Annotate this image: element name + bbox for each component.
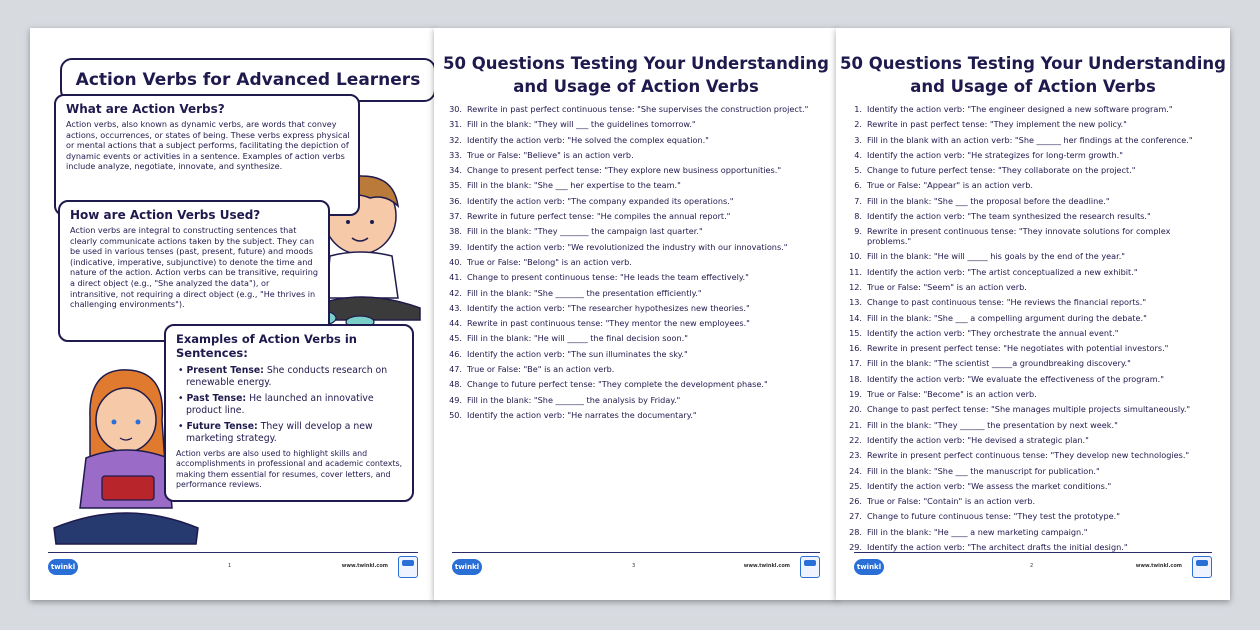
question-list xyxy=(446,104,832,425)
question-item xyxy=(846,297,1224,312)
question-number: 41. xyxy=(449,272,462,283)
badge-icon xyxy=(398,556,418,578)
question-text: Rewrite in present perfect tense: "He negotiates with potential investors." xyxy=(867,343,1169,354)
question-text: Identify the action verb: "He devised a strategic plan." xyxy=(867,434,1089,445)
question-text: Identify the action verb: "The team synthesized the research results." xyxy=(867,211,1151,222)
question-number: 45. xyxy=(449,333,462,344)
question-number: 33. xyxy=(449,149,462,160)
question-number: 46. xyxy=(449,348,462,359)
question-number: 4. xyxy=(854,149,862,160)
section-heading: Examples of Action Verbs in Sentences: xyxy=(176,332,357,360)
question-text: Change to past perfect tense: "She manages multiple projects simultaneously." xyxy=(867,404,1191,415)
question-text: Change to future perfect tense: "They complete the development phase." xyxy=(467,379,768,390)
question-text: Rewrite in present perfect continuous tense: "They develop new technologies." xyxy=(867,450,1190,461)
what-are-action-verbs-section xyxy=(54,94,360,216)
question-number: 49. xyxy=(449,394,462,405)
question-item xyxy=(846,496,1224,511)
question-number: 31. xyxy=(449,119,462,130)
worksheet-page-1 xyxy=(30,28,436,600)
question-number: 2. xyxy=(854,119,862,130)
page-number: 3 xyxy=(632,563,636,569)
question-item xyxy=(446,395,832,410)
question-text: Change to past continuous tense: "He reviews the financial reports." xyxy=(867,297,1147,308)
question-number: 29. xyxy=(849,542,862,553)
section-heading: What are Action Verbs? xyxy=(66,102,225,116)
question-item xyxy=(846,389,1224,404)
examples-section xyxy=(164,324,414,502)
question-item xyxy=(446,135,832,150)
question-item xyxy=(846,450,1224,465)
question-item xyxy=(846,119,1224,134)
question-text: Identify the action verb: "We revolutionized the industry with our innovations." xyxy=(467,241,788,252)
page-title: 50 Questions Testing Your Understanding and Usage of Action Verbs xyxy=(443,54,829,96)
question-text: True or False: "Become" is an action verb. xyxy=(867,389,1037,400)
question-item xyxy=(446,349,832,364)
question-number: 24. xyxy=(849,465,862,476)
example-item: • Past Tense: He launched an innovative product line. xyxy=(178,393,374,416)
question-item xyxy=(446,150,832,165)
question-number: 42. xyxy=(449,287,462,298)
question-number: 21. xyxy=(849,419,862,430)
question-text: Fill in the blank: "She ___ the proposal before the deadline." xyxy=(867,195,1110,206)
question-text: Fill in the blank: "He will _____ the final decision soon." xyxy=(467,333,688,344)
question-number: 19. xyxy=(849,389,862,400)
question-text: Identify the action verb: "We evaluate the effectiveness of the program." xyxy=(867,373,1164,384)
question-text: True or False: "Appear" is an action verb. xyxy=(867,180,1033,191)
page-footer xyxy=(854,552,1212,582)
question-number: 3. xyxy=(854,134,862,145)
question-text: True or False: "Belong" is an action verb. xyxy=(467,256,632,267)
question-text: Fill in the blank with an action verb: "She ______ her findings at the conference." xyxy=(867,134,1193,145)
question-text: True or False: "Seem" is an action verb. xyxy=(867,281,1027,292)
question-number: 43. xyxy=(449,302,462,313)
question-number: 9. xyxy=(854,226,862,237)
question-item xyxy=(846,135,1224,150)
question-text: Identify the action verb: "They orchestrate the annual event." xyxy=(867,327,1119,338)
question-number: 13. xyxy=(849,297,862,308)
question-number: 40. xyxy=(449,256,462,267)
question-item xyxy=(846,328,1224,343)
question-text: Identify the action verb: "The company expanded its operations." xyxy=(467,195,734,206)
question-text: True or False: "Contain" is an action verb. xyxy=(867,496,1036,507)
badge-icon xyxy=(800,556,820,578)
question-text: Fill in the blank: "He will _____ his goals by the end of the year." xyxy=(867,251,1126,262)
question-item xyxy=(446,318,832,333)
question-item xyxy=(846,481,1224,496)
twinkl-logo: twinkl xyxy=(854,559,884,575)
question-text: Fill in the blank: "They will ___ the guidelines tomorrow." xyxy=(467,119,696,130)
question-number: 30. xyxy=(449,104,462,114)
footer-url: www.twinkl.com xyxy=(1135,563,1182,569)
question-number: 6. xyxy=(854,180,862,191)
question-item xyxy=(446,196,832,211)
question-number: 35. xyxy=(449,180,462,191)
question-item xyxy=(446,226,832,241)
question-text: Identify the action verb: "We assess the market conditions." xyxy=(867,480,1112,491)
question-text: Change to future continuous tense: "They test the prototype." xyxy=(867,511,1120,522)
question-text: Fill in the blank: "The scientist _____a groundbreaking discovery." xyxy=(867,358,1131,369)
twinkl-logo: twinkl xyxy=(48,559,78,575)
question-text: Rewrite in future perfect tense: "He compiles the annual report." xyxy=(467,211,731,222)
question-item xyxy=(846,313,1224,328)
question-text: Fill in the blank: "They ______ the presentation by next week." xyxy=(867,419,1118,430)
question-number: 10. xyxy=(849,251,862,262)
page-title: Action Verbs for Advanced Learners xyxy=(60,58,436,102)
question-number: 7. xyxy=(854,195,862,206)
question-number: 50. xyxy=(449,409,462,420)
question-text: Change to future perfect tense: "They collaborate on the project." xyxy=(867,165,1136,176)
worksheet-page-2 xyxy=(836,28,1230,600)
question-number: 12. xyxy=(849,281,862,292)
question-number: 28. xyxy=(849,526,862,537)
question-item xyxy=(846,150,1224,165)
question-text: Fill in the blank: "They _______ the campaign last quarter." xyxy=(467,226,703,237)
question-item xyxy=(446,379,832,394)
question-number: 5. xyxy=(854,165,862,176)
question-text: Fill in the blank: "She _______ the analysis by Friday." xyxy=(467,394,681,405)
page-title: 50 Questions Testing Your Understanding and Usage of Action Verbs xyxy=(840,54,1226,96)
question-text: Rewrite in present continuous tense: "They innovate solutions for complex problems." xyxy=(867,226,1171,247)
question-number: 32. xyxy=(449,134,462,145)
question-item xyxy=(846,466,1224,481)
question-number: 37. xyxy=(449,211,462,222)
question-item xyxy=(846,165,1224,180)
question-item xyxy=(846,196,1224,211)
question-text: Fill in the blank: "He ____ a new marketing campaign." xyxy=(867,526,1088,537)
question-number: 16. xyxy=(849,343,862,354)
page-number: 2 xyxy=(1030,563,1034,569)
question-item xyxy=(446,303,832,318)
question-item xyxy=(846,343,1224,358)
question-number: 15. xyxy=(849,327,862,338)
question-number: 44. xyxy=(449,318,462,329)
question-number: 26. xyxy=(849,496,862,507)
footer-url: www.twinkl.com xyxy=(743,563,790,569)
question-text: Rewrite in past continuous tense: "They mentor the new employees." xyxy=(467,318,750,329)
question-number: 20. xyxy=(849,404,862,415)
question-item xyxy=(846,267,1224,282)
question-text: True or False: "Believe" is an action verb. xyxy=(467,149,634,160)
question-item xyxy=(846,420,1224,435)
question-item xyxy=(446,257,832,272)
question-number: 8. xyxy=(854,211,862,222)
question-number: 1. xyxy=(854,104,862,114)
question-item xyxy=(446,242,832,257)
question-text: Fill in the blank: "She ___ her expertise to the team." xyxy=(467,180,681,191)
question-item xyxy=(846,435,1224,450)
question-number: 39. xyxy=(449,241,462,252)
question-item xyxy=(446,180,832,195)
question-item xyxy=(446,272,832,287)
question-number: 18. xyxy=(849,373,862,384)
section-text: Action verbs are integral to constructing sentences that clearly communicate actions taken by the subject. They can be used in various tenses (past, present, future) and moods (indicative, imperative, subjunctive) to denote the time and nature of the action. Action verbs can be transitive, requiring a direct object (e.g., "She analyzed the data"), or intransitive, not requiring a direct object (e.g., "He thrives in challenging environments"). xyxy=(70,225,319,310)
question-text: Identify the action verb: "The architect drafts the initial design." xyxy=(867,542,1128,553)
question-number: 27. xyxy=(849,511,862,522)
section-text: Action verbs, also known as dynamic verbs, are words that convey actions, occurrences, or states of being. These verbs express physical or mental actions that a subject performs, facilitating the depiction of dynamic events or activities in a sentence. Examples of action verbs include analyze, negotiate, innovate, and synthesize. xyxy=(66,119,350,172)
question-text: Change to present continuous tense: "He leads the team effectively." xyxy=(467,272,749,283)
question-text: Fill in the blank: "She ___ a compelling argument during the debate." xyxy=(867,312,1147,323)
question-item xyxy=(446,119,832,134)
question-item xyxy=(846,104,1224,119)
question-item xyxy=(846,226,1224,251)
page-footer xyxy=(452,552,820,582)
question-text: Identify the action verb: "He narrates the documentary." xyxy=(467,409,697,420)
question-item xyxy=(446,410,832,425)
question-text: Identify the action verb: "The artist conceptualized a new exhibit." xyxy=(867,266,1138,277)
question-number: 36. xyxy=(449,195,462,206)
page-footer xyxy=(48,552,418,582)
question-item xyxy=(846,511,1224,526)
footer-url: www.twinkl.com xyxy=(341,563,388,569)
question-item xyxy=(846,358,1224,373)
question-text: Identify the action verb: "The sun illuminates the sky." xyxy=(467,348,688,359)
question-text: True or False: "Be" is an action verb. xyxy=(467,364,615,375)
question-number: 17. xyxy=(849,358,862,369)
question-text: Fill in the blank: "She ___ the manuscript for publication." xyxy=(867,465,1100,476)
question-item xyxy=(446,104,832,119)
example-item: • Present Tense: She conducts research on renewable energy. xyxy=(178,365,388,388)
question-text: Fill in the blank: "She _______ the presentation efficiently." xyxy=(467,287,702,298)
page-number: 1 xyxy=(228,563,232,569)
question-item xyxy=(846,180,1224,195)
how-are-action-verbs-used-section xyxy=(58,200,330,342)
question-number: 38. xyxy=(449,226,462,237)
question-item xyxy=(446,211,832,226)
question-item xyxy=(846,211,1224,226)
question-text: Rewrite in past perfect continuous tense: "She supervises the construction project." xyxy=(467,104,809,114)
question-number: 25. xyxy=(849,480,862,491)
question-item xyxy=(446,165,832,180)
section-heading: How are Action Verbs Used? xyxy=(70,208,261,222)
example-item: • Future Tense: They will develop a new marketing strategy. xyxy=(178,421,373,444)
question-text: Identify the action verb: "He solved the complex equation." xyxy=(467,134,709,145)
question-item xyxy=(446,333,832,348)
question-number: 11. xyxy=(849,266,862,277)
question-list xyxy=(846,104,1224,557)
question-number: 34. xyxy=(449,165,462,176)
question-item xyxy=(846,527,1224,542)
question-number: 14. xyxy=(849,312,862,323)
question-item xyxy=(846,251,1224,266)
question-text: Identify the action verb: "He strategizes for long-term growth." xyxy=(867,149,1123,160)
question-text: Identify the action verb: "The researcher hypothesizes new theories." xyxy=(467,302,750,313)
closing-text: Action verbs are also used to highlight skills and accomplishments in professional and academic contexts, making them essential for resumes, cover letters, and performance reviews. xyxy=(176,449,403,489)
question-item xyxy=(846,374,1224,389)
question-item xyxy=(446,288,832,303)
question-item xyxy=(846,282,1224,297)
worksheet-page-3 xyxy=(434,28,838,600)
badge-icon xyxy=(1192,556,1212,578)
twinkl-logo: twinkl xyxy=(452,559,482,575)
question-item xyxy=(846,404,1224,419)
question-number: 22. xyxy=(849,434,862,445)
question-item xyxy=(446,364,832,379)
examples-list xyxy=(176,365,404,445)
question-number: 47. xyxy=(449,364,462,375)
question-text: Change to present perfect tense: "They explore new business opportunities." xyxy=(467,165,782,176)
question-number: 48. xyxy=(449,379,462,390)
question-number: 23. xyxy=(849,450,862,461)
question-text: Identify the action verb: "The engineer designed a new software program." xyxy=(867,104,1173,114)
question-text: Rewrite in past perfect tense: "They implement the new policy." xyxy=(867,119,1127,130)
